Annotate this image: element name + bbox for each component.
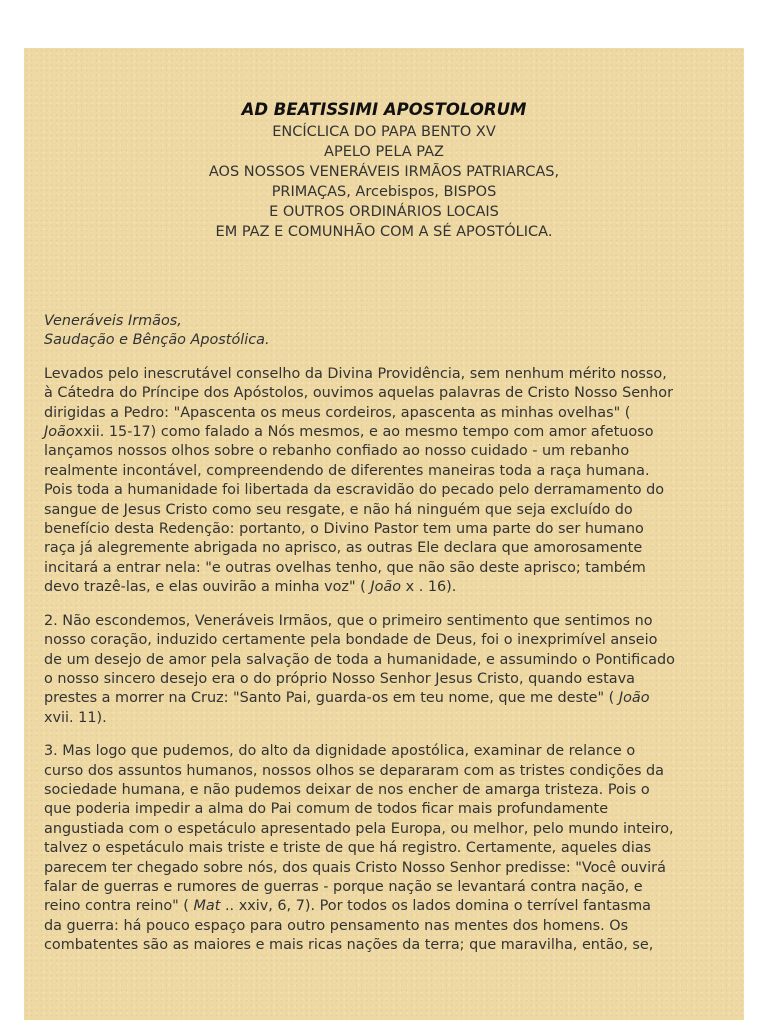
text-line: benefício desta Redenção: portanto, o Divino Pastor tem uma parte do ser humano: [44, 521, 644, 538]
text-line: 3. Mas logo que pudemos, do alto da dignidade apostólica, examinar de relance o: [44, 743, 636, 760]
text-line: xvii. 11).: [44, 709, 107, 726]
paragraph-2: [44, 612, 726, 728]
text-line: lançamos nossos olhos sobre o rebanho confiado ao nosso cuidado - um rebanho: [44, 443, 630, 460]
document-header: [24, 98, 744, 242]
text-line: de um desejo de amor pela salvação de toda a humanidade, e assumindo o Pontificado: [44, 651, 675, 668]
text-line: 2. Não escondemos, Veneráveis Irmãos, que o primeiro sentimento que sentimos no: [44, 612, 653, 629]
text-line: curso dos assuntos humanos, nossos olhos se depararam com as tristes condições da: [44, 762, 664, 779]
subtitle-line: E OUTROS ORDINÁRIOS LOCAIS: [269, 204, 499, 220]
text-line: incitará a entrar nela: "e outras ovelhas tenho, que não são deste aprisco; também: [44, 559, 646, 576]
scripture-reference: João: [44, 424, 75, 441]
text-line: [44, 689, 726, 708]
text-span: xxii. 15-17) como falado a Nós mesmos, e ao mesmo tempo com amor afetuoso: [74, 424, 654, 441]
text-span: .. xxiv, 6, 7). Por todos os lados domina o terrível fantasma: [224, 898, 651, 915]
text-line: sociedade humana, e não pudemos deixar de nos encher de amarga tristeza. Pois o: [44, 781, 650, 798]
text-line: Pois toda a humanidade foi libertada da escravidão do pecado pelo derramamento do: [44, 482, 665, 499]
text-line: [44, 897, 726, 916]
subtitle-line: PRIMAÇAS, Arcebispos, BISPOS: [271, 184, 497, 200]
document-page: [24, 48, 744, 1020]
text-line: angustiada com o espetáculo apresentado pela Europa, ou melhor, pelo mundo inteiro,: [44, 820, 674, 837]
text-line: sangue de Jesus Cristo como seu resgate, e não há ninguém que seja excluído do: [44, 501, 633, 518]
scripture-reference: João: [370, 579, 402, 596]
text-line: nosso coração, induzido certamente pela bondade de Deus, foi o inexprimível anseio: [44, 632, 658, 649]
subtitle-line: AOS NOSSOS VENERÁVEIS IRMÃOS PATRIARCAS,: [208, 164, 560, 180]
text-line: da guerra: há pouco espaço para outro pensamento nas mentes dos homens. Os: [44, 917, 629, 934]
text-line: dirigidas a Pedro: "Apascenta os meus cordeiros, apascenta as minhas ovelhas" (: [44, 404, 631, 421]
subtitle-line: APELO PELA PAZ: [324, 144, 444, 160]
text-line: combatentes são as maiores e mais ricas nações da terra; que maravilha, então, se,: [44, 937, 654, 954]
salutation: [44, 312, 726, 351]
document-title: AD BEATISSIMI APOSTOLORUM: [241, 100, 527, 119]
salutation-line: Veneráveis Irmãos,: [44, 313, 182, 329]
text-line: o nosso sincero desejo era o do próprio Nosso Senhor Jesus Cristo, quando estava: [44, 670, 635, 687]
text-line: à Cátedra do Príncipe dos Apóstolos, ouvimos aquelas palavras de Cristo Nosso Senhor: [44, 385, 674, 402]
text-line: [44, 578, 726, 597]
text-line: parecem ter chegado sobre nós, dos quais Cristo Nosso Senhor predisse: "Você ouvirá: [44, 859, 666, 876]
text-line: falar de guerras e rumores de guerras - porque nação se levantará contra nação, e: [44, 878, 643, 895]
text-line: raça já alegremente abrigada no aprisco, as outras Ele declara que amorosamente: [44, 540, 643, 557]
text-line: Levados pelo inescrutável conselho da Divina Providência, sem nenhum mérito nosso,: [44, 365, 667, 382]
subtitle-line: EM PAZ E COMUNHÃO COM A SÉ APOSTÓLICA.: [215, 224, 553, 240]
text-span: reino contra reino" (: [44, 898, 189, 915]
text-line: realmente incontável, compreendendo de diferentes maneiras toda a raça humana.: [44, 462, 650, 479]
paragraph-1: [44, 365, 726, 598]
text-span: prestes a morrer na Cruz: "Santo Pai, guarda-os em teu nome, que me deste" (: [44, 690, 615, 707]
paragraph-3: [44, 742, 726, 955]
text-line: talvez o espetáculo mais triste e triste de que há registro. Certamente, aqueles dias: [44, 840, 652, 857]
document-body: [44, 312, 726, 970]
text-line: que poderia impedir a alma do Pai comum de todos ficar mais profundamente: [44, 801, 609, 818]
salutation-line: Saudação e Bênção Apostólica.: [44, 332, 270, 349]
text-line: [44, 423, 726, 442]
text-span: x . 16).: [405, 579, 457, 596]
scripture-reference: João: [618, 690, 650, 707]
scripture-reference: Mat: [193, 898, 221, 915]
subtitle-line: ENCÍCLICA DO PAPA BENTO XV: [272, 124, 496, 140]
text-span: devo trazê-las, e elas ouvirão a minha voz" (: [44, 579, 366, 596]
